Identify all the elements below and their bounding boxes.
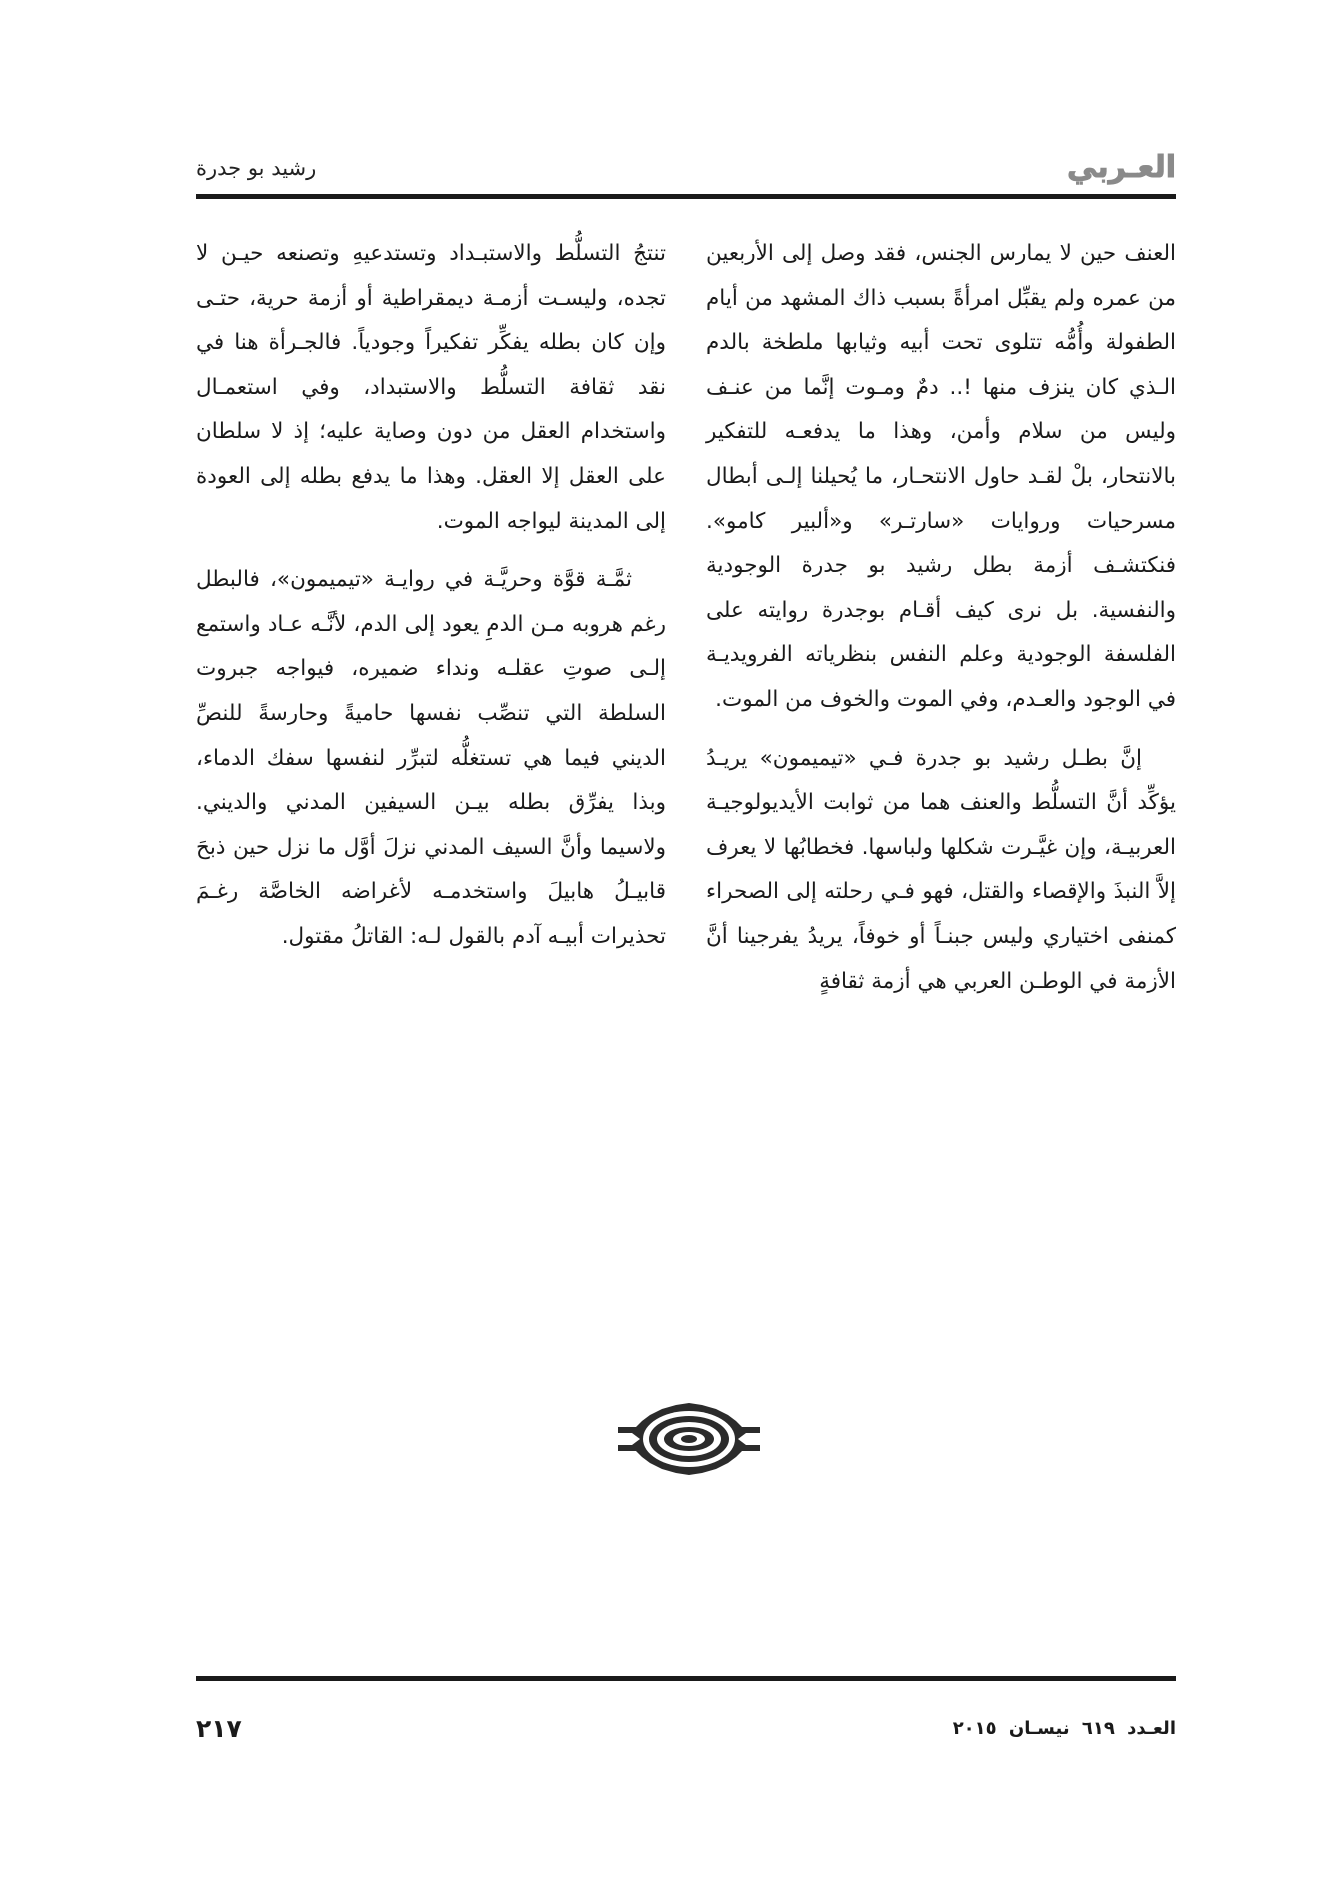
paragraph: تنتجُ التسلُّط والاستبـداد وتستدعيهِ وتصنعه حيـن لا تجده، وليسـت أزمـة ديمقراطية أو أزمة حرية، حتـى وإن كان بطله يفكِّر تفكيراً وجودياً. فالجـرأة هنا في نقد ثقافة التسلُّط والاستبداد، وفي استعمـال واستخدام العقل من دون وصاية عليه؛ إذ لا سلطان على العقل إلا العقل. وهذا ما يدفع بطله إلى العودة إلى المدينة ليواجه الموت. xyxy=(196,241,666,534)
footer-rule xyxy=(196,1676,1176,1681)
paragraph: إنَّ بطـل رشيد بو جدرة فـي «تيميمون» يريـدُ يؤكِّد أنَّ التسلُّط والعنف هما من ثوابت الأيديولوجيـة العربيـة، وإن غيَّـرت شكلها ولباسها. فخطابُها لا يعرف إلاَّ النبذَ والإقصاء والقتل، فهو فـي رحلته إلى الصحراء كمنفى اختياري وليس جبنـاً أو خوفاً، يريدُ يفرجينا أنَّ الأزمة في الوطـن العربي هي أزمة ثقافةٍ xyxy=(706,745,1176,994)
page-footer xyxy=(196,1714,1176,1754)
page-number: ٢١٧ xyxy=(196,1714,242,1743)
text-column-right xyxy=(706,232,1176,1004)
paragraph: ثمَّـة قوَّة وحريَّـة في روايـة «تيميمون»، فالبطل رغم هروبه مـن الدمِ يعود إلى الدم، لأنَّـه عـاد واستمع إلـى صوتِ عقلـه ونداء ضميره، فيواجه جبروت السلطة التي تنصِّب نفسها حاميةً وحارسةً للنصِّ الديني فيما هي تستغلُّه لتبرِّر لنفسها سفك الدماء، وبذا يفرِّق بطله بيـن السيفين المدني والديني. ولاسيما وأنَّ السيف المدني نزلَ أوَّل ما نزل حين ذبحَ قابيـلُ هابيلَ واستخدمـه لأغراضه الخاصَّة رغـمَ تحذيرات أبيـه آدم بالقول لـه: القاتلُ مقتول. xyxy=(196,567,666,949)
text-column-left xyxy=(196,232,666,960)
paragraph: العنف حين لا يمارس الجنس، فقد وصل إلى الأربعين من عمره ولم يقبِّل امرأةً بسبب ذاك المشهد من أيام الطفولة وأُمُّه تتلوى تحت أبيه وثيابها ملطخة بالدم الـذي كان ينزف منها !.. دمٌ ومـوت إنَّما من عنـف وليس من سلام وأمن، وهذا ما يدفعـه للتفكير بالانتحار، بلْ لقـد حاول الانتحـار، ما يُحيلنا إلـى أبطال مسرحيات وروايات «سارتـر» و«ألبير كامو». فنكتشـف أزمة بطل رشيد بو جدرة الوجودية والنفسية. بل نرى كيف أقـام بوجدرة روايته على الفلسفة الوجودية وعلم النفس بنظرياته الفرويديـة في الوجود والعـدم، وفي الموت والخوف من الموت. xyxy=(706,241,1176,712)
running-author: رشيد بو جدرة xyxy=(196,156,317,180)
page-header xyxy=(196,148,1176,190)
decorative-ornament-icon xyxy=(618,1403,760,1475)
issue-info: العـدد ٦١٩ نيسـان ٢٠١٥ xyxy=(952,1718,1176,1739)
magazine-logo: العـربي xyxy=(1066,150,1176,185)
header-rule xyxy=(196,194,1176,199)
